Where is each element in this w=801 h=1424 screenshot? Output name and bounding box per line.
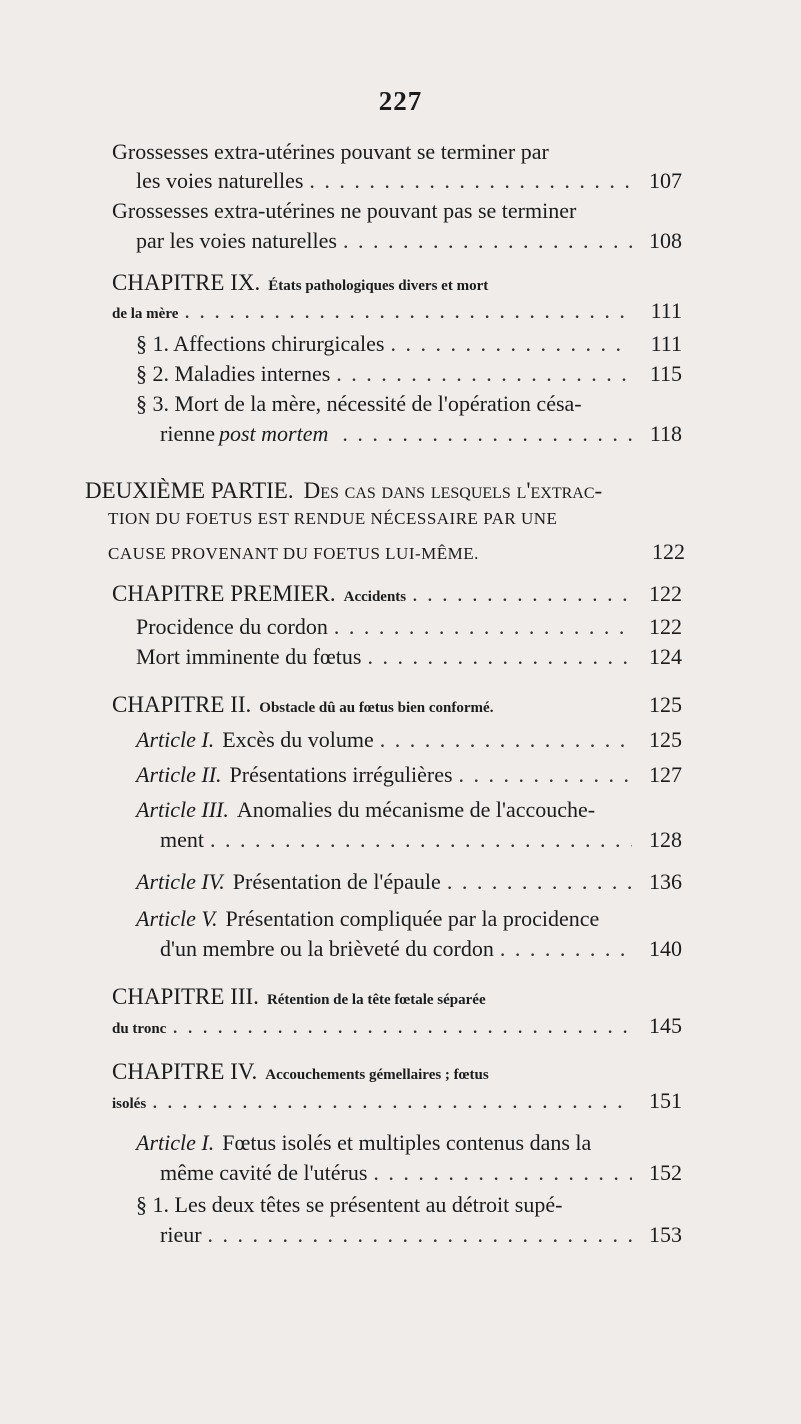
page-number: 227: [378, 86, 423, 116]
page-ref: 122: [649, 581, 682, 606]
entry-text: Anomalies du mécanisme de l'accouche-: [236, 797, 596, 822]
toc-entry-line: [160, 1160, 682, 1190]
toc-entry-line: [160, 421, 682, 451]
leader-dots: [208, 1222, 632, 1248]
toc-entry-line: [112, 1088, 682, 1118]
chapter-title: de la mère: [112, 306, 179, 322]
entry-text: ment: [160, 827, 204, 852]
toc-entry-line: [136, 797, 682, 827]
page-ref: 115: [649, 361, 682, 386]
chapter-label: CHAPITRE III.: [112, 984, 259, 1009]
page-ref: 127: [649, 762, 682, 787]
article-label: Article V.: [136, 906, 218, 931]
article-label: Article III.: [136, 797, 229, 822]
chapter-label: CHAPITRE PREMIER.: [112, 581, 336, 606]
chapter-label: CHAPITRE IV.: [112, 1059, 258, 1084]
entry-text: Fœtus isolés et multiples contenus dans la: [222, 1130, 592, 1155]
entry-italic: post mortem: [218, 421, 329, 446]
entry-text: § 1. Les deux têtes se présentent au détroit supé-: [136, 1192, 563, 1217]
chapter-heading: [112, 270, 682, 300]
chapter-label: CHAPITRE IX.: [112, 270, 261, 295]
leader-dots: [367, 644, 632, 670]
leader-dots: [380, 727, 632, 753]
toc-entry-line: [112, 298, 682, 328]
page-ref: 140: [649, 936, 682, 961]
chapter-heading: [112, 1059, 682, 1089]
entry-text: même cavité de l'utérus: [160, 1160, 368, 1185]
leader-dots: [447, 869, 632, 895]
toc-entry-line: [112, 139, 682, 169]
page-ref: 111: [650, 298, 682, 323]
toc-entry-line: [136, 391, 682, 421]
part-title: Des cas dans lesquels l'extrac-: [303, 478, 603, 503]
leader-dots: [152, 1088, 632, 1114]
toc-entry-line: [108, 539, 685, 569]
chapter-heading: [112, 984, 682, 1014]
toc-entry-line: [136, 727, 682, 757]
toc-entry-line: [112, 1013, 682, 1043]
article-label: Article I.: [136, 1130, 215, 1155]
entry-text: Grossesses extra-utérines pouvant se terminer par: [112, 139, 549, 164]
toc-entry-line: [136, 906, 682, 936]
leader-dots: [336, 361, 632, 387]
leader-dots: [334, 614, 632, 640]
toc-entry-line: [160, 1222, 682, 1252]
chapter-title: États pathologiques divers et mort: [268, 278, 489, 294]
article-label: Article II.: [136, 762, 222, 787]
entry-text: rienne: [160, 421, 215, 446]
toc-entry-line: [136, 168, 682, 198]
toc-entry-line: [160, 827, 682, 857]
chapter-title: isolés: [112, 1096, 147, 1112]
entry-text: § 1. Affections chirurgicales: [136, 331, 385, 356]
page-ref: 118: [649, 421, 682, 446]
page-ref: 122: [652, 539, 685, 564]
leader-dots: [309, 168, 632, 194]
entry-text: Excès du volume: [222, 727, 374, 752]
page-ref: 108: [649, 228, 682, 253]
chapter-heading: [112, 692, 682, 722]
chapter-heading: [112, 581, 682, 611]
chapter-title: Accouchements gémellaires ; fœtus: [265, 1067, 489, 1083]
entry-text: Présentations irrégulières: [229, 762, 453, 787]
entry-text: Présentation de l'épaule: [232, 869, 441, 894]
toc-entry-line: [160, 936, 682, 966]
toc-entry-line: [136, 1130, 682, 1160]
entry-text: d'un membre ou la brièveté du cordon: [160, 936, 494, 961]
entry-text: Mort imminente du fœtus: [136, 644, 362, 669]
entry-text: les voies naturelles: [136, 168, 304, 193]
leader-dots: [172, 1013, 632, 1039]
page-ref: 125: [649, 727, 682, 752]
part-heading: [85, 478, 685, 508]
article-label: Article I.: [136, 727, 215, 752]
part-title: TION DU FOETUS EST RENDUE NÉCESSAIRE PAR UNE: [108, 509, 558, 528]
entry-text: § 2. Maladies internes: [136, 361, 331, 386]
toc-entry-line: [136, 331, 682, 361]
toc-entry-line: [136, 361, 682, 391]
chapter-label: CHAPITRE II.: [112, 692, 252, 717]
leader-dots: [342, 421, 632, 447]
entry-text: Grossesses extra-utérines ne pouvant pas se terminer: [112, 198, 577, 223]
chapter-title: Accidents: [343, 589, 407, 605]
entry-text: Présentation compliquée par la procidence: [225, 906, 600, 931]
toc-entry-line: [112, 198, 682, 228]
article-label: Article IV.: [136, 869, 225, 894]
toc-entry-line: [136, 1192, 682, 1222]
part-title: CAUSE PROVENANT DU FOETUS LUI-MÊME.: [108, 544, 479, 563]
chapter-title: du tronc: [112, 1021, 167, 1037]
chapter-title: Obstacle dû au fœtus bien conformé.: [259, 700, 494, 716]
leader-dots: [459, 762, 632, 788]
leader-dots: [343, 228, 632, 254]
page-ref: 153: [649, 1222, 682, 1247]
toc-entry-line: [136, 614, 682, 644]
page-ref: 122: [649, 614, 682, 639]
page-ref: 152: [649, 1160, 682, 1185]
page-ref: 111: [650, 331, 682, 356]
page-ref: 107: [649, 168, 682, 193]
entry-text: Procidence du cordon: [136, 614, 328, 639]
chapter-title: Rétention de la tête fœtale séparée: [266, 992, 486, 1008]
entry-text: § 3. Mort de la mère, nécessité de l'opération césa-: [136, 391, 582, 416]
leader-dots: [412, 581, 632, 607]
page-ref: 128: [649, 827, 682, 852]
page-ref: 151: [649, 1088, 682, 1113]
entry-text: rieur: [160, 1222, 202, 1247]
toc-entry-line: [136, 644, 682, 674]
entry-text: par les voies naturelles: [136, 228, 337, 253]
toc-entry-line: [108, 509, 685, 539]
leader-dots: [210, 827, 632, 853]
leader-dots: [390, 331, 632, 357]
toc-entry-line: [136, 228, 682, 258]
page-ref: 125: [649, 692, 682, 717]
page-ref: 136: [649, 869, 682, 894]
page-ref: 124: [649, 644, 682, 669]
toc-entry-line: [136, 869, 682, 899]
leader-dots: [500, 936, 632, 962]
page-ref: 145: [649, 1013, 682, 1038]
toc-entry-line: [136, 762, 682, 792]
part-label: DEUXIÈME PARTIE.: [85, 478, 294, 503]
leader-dots: [373, 1160, 632, 1186]
leader-dots: [184, 298, 632, 324]
